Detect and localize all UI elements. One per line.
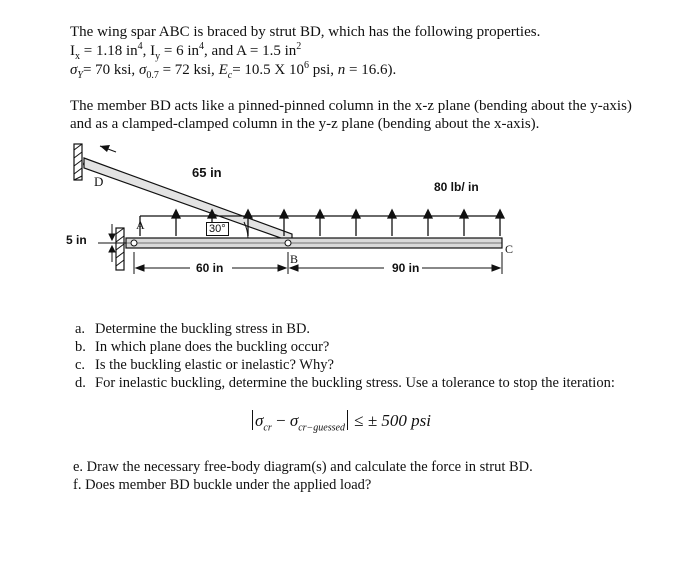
question-b: b. In which plane does the buckling occur? [75, 339, 330, 355]
label-D: D [94, 174, 104, 189]
wall-support-A [116, 228, 124, 270]
label-B: B [290, 252, 299, 266]
question-a: a. Determine the buckling stress in BD. [75, 321, 311, 337]
distributed-load [140, 210, 504, 236]
angle-label: 30° [206, 222, 229, 236]
span-bc-label: 90 in [392, 261, 420, 275]
strut-length-label: 65 in [192, 165, 222, 180]
strut-BD [84, 158, 292, 242]
spar-diagram [60, 140, 520, 290]
offset-label: 5 in [66, 233, 87, 247]
span-dimension [134, 252, 502, 274]
pin-A [131, 240, 137, 246]
intro-line-3: $\sigma_Y= 70$ ksi, $\sigma_{0.7} = 72$ ksi, $E_c= 10.5$ X $10^6$ psi, n = 16.6). [70, 60, 397, 81]
question-f: f. Does member BD buckle under the applied load? [73, 477, 372, 493]
label-C: C [505, 242, 514, 256]
question-e: e. Draw the necessary free-body diagram(s) and calculate the force in strut BD. [73, 459, 533, 475]
intro-line-2: $I_x = 1.18$ $in^4$, $I_y = 6$ $in^4$, and A = 1.5 $in^2$ [70, 41, 302, 62]
question-d: d. For inelastic buckling, determine the buckling stress. Use a tolerance to stop the iteration: [75, 375, 615, 391]
pin-B [285, 240, 291, 246]
question-c: c. Is the buckling elastic or inelastic? Why? [75, 357, 334, 373]
para2-line-2: and as a clamped-clamped column in the y-z plane (bending about the x-axis). [70, 116, 540, 132]
tolerance-equation: $\sigma_{cr} - \sigma_{cr-guessed}$ ≤ ± 500 psi [250, 410, 431, 431]
intro-line-1: The wing spar ABC is braced by strut BD, which has the following properties. [70, 24, 541, 40]
para2-line-1: The member BD acts like a pinned-pinned column in the x-z plane (bending about the y-axis) [70, 98, 632, 114]
load-label: 80 lb/ in [434, 180, 479, 194]
span-ab-label: 60 in [196, 261, 224, 275]
label-A: A [136, 218, 145, 232]
